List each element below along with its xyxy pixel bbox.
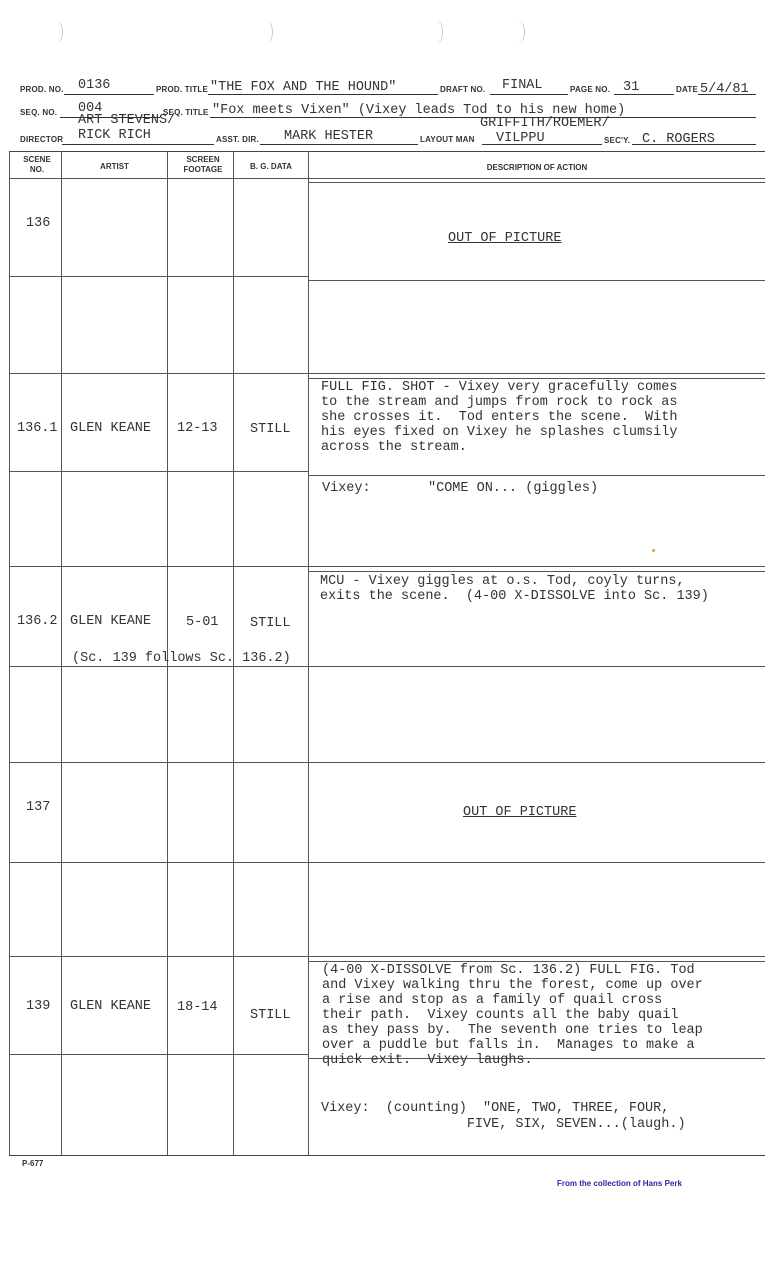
draft-no: FINAL bbox=[502, 78, 543, 93]
desc-line: over a puddle but falls in. Manages to make a bbox=[322, 1038, 695, 1053]
prod-title: "THE FOX AND THE HOUND" bbox=[210, 80, 397, 95]
artist-136-2: GLEN KEANE bbox=[70, 614, 152, 629]
out-of-picture-137: OUT OF PICTURE bbox=[463, 805, 577, 820]
asst-dir-label: ASST. DIR. bbox=[216, 135, 259, 144]
footage-136-2: 5-01 bbox=[186, 615, 219, 630]
draft-no-label: DRAFT NO. bbox=[440, 85, 486, 94]
col-artist: ARTIST bbox=[100, 162, 129, 171]
desc-line: his eyes fixed on Vixey he splashes clumsily bbox=[321, 425, 678, 440]
layout-man-label: LAYOUT MAN bbox=[420, 135, 475, 144]
secy: C. ROGERS bbox=[642, 132, 715, 147]
punch-hole bbox=[258, 20, 273, 44]
prod-no: 0136 bbox=[78, 78, 111, 93]
date-label: DATE bbox=[676, 85, 698, 94]
layout-line2: VILPPU bbox=[496, 131, 545, 146]
dialogue-speaker-136-1: Vixey: bbox=[322, 481, 371, 496]
scene-136: 136 bbox=[26, 216, 51, 231]
layout-line1: GRIFFITH/ROEMER/ bbox=[480, 116, 610, 131]
page-no: 31 bbox=[623, 80, 640, 95]
artist-136-1: GLEN KEANE bbox=[70, 421, 152, 436]
footage-139: 18-14 bbox=[177, 1000, 218, 1015]
desc-line: FULL FIG. SHOT - Vixey very gracefully comes bbox=[321, 380, 678, 395]
desc-line: exits the scene. (4-00 X-DISSOLVE into Sc. 139) bbox=[320, 589, 709, 604]
scene-136-2: 136.2 bbox=[17, 614, 58, 629]
scene-follow-note: (Sc. 139 follows Sc. 136.2) bbox=[72, 651, 291, 666]
desc-line: their path. Vixey counts all the baby quail bbox=[322, 1008, 679, 1023]
col-description: DESCRIPTION OF ACTION bbox=[486, 163, 588, 172]
col-bg-data: B. G. DATA bbox=[250, 162, 292, 171]
collection-credit: From the collection of Hans Perk bbox=[557, 1179, 682, 1188]
desc-line: she crosses it. Tod enters the scene. With bbox=[321, 410, 678, 425]
form-number: P-677 bbox=[22, 1159, 44, 1168]
desc-line: as they pass by. The seventh one tries to leap bbox=[322, 1023, 703, 1038]
punch-hole bbox=[428, 20, 443, 44]
bg-139: STILL bbox=[250, 1008, 291, 1023]
seq-no: 004 bbox=[78, 101, 103, 116]
desc-line: across the stream. bbox=[321, 440, 467, 455]
scene-137: 137 bbox=[26, 800, 51, 815]
out-of-picture-136: OUT OF PICTURE bbox=[448, 231, 562, 246]
date: 5/4/81 bbox=[700, 82, 749, 97]
director-label: DIRECTOR bbox=[20, 135, 64, 144]
desc-line: quick exit. Vixey laughs. bbox=[322, 1053, 533, 1068]
dialogue-139-line1: Vixey: (counting) "ONE, TWO, THREE, FOUR, bbox=[321, 1101, 670, 1116]
bg-136-1: STILL bbox=[250, 422, 291, 437]
asst-dir: MARK HESTER bbox=[284, 129, 374, 144]
desc-line: and Vixey walking thru the forest, come up over bbox=[322, 978, 703, 993]
col-scene-no: SCENE NO. bbox=[23, 155, 51, 174]
bg-136-2: STILL bbox=[250, 616, 291, 631]
footage-136-1: 12-13 bbox=[177, 421, 218, 436]
desc-line: MCU - Vixey giggles at o.s. Tod, coyly turns, bbox=[320, 574, 685, 589]
col-screen-footage: SCREEN FOOTAGE bbox=[183, 155, 223, 174]
desc-line: (4-00 X-DISSOLVE from Sc. 136.2) FULL FIG. Tod bbox=[322, 963, 695, 978]
scene-139: 139 bbox=[26, 999, 51, 1014]
paper-speck bbox=[652, 549, 655, 552]
dialogue-139-line2: FIVE, SIX, SEVEN...(laugh.) bbox=[321, 1117, 686, 1132]
secy-label: SEC'Y. bbox=[604, 136, 631, 145]
seq-no-label: SEQ. NO. bbox=[20, 108, 58, 117]
desc-line: to the stream and jumps from rock to rock as bbox=[321, 395, 678, 410]
seq-title-label: SEQ. TITLE bbox=[163, 108, 209, 117]
dialogue-136-1: "COME ON... (giggles) bbox=[428, 481, 599, 496]
prod-no-label: PROD. NO. bbox=[20, 85, 64, 94]
director-line1: ART STEVENS/ bbox=[78, 113, 176, 128]
director-line2: RICK RICH bbox=[78, 128, 151, 143]
scene-136-1: 136.1 bbox=[17, 421, 58, 436]
artist-139: GLEN KEANE bbox=[70, 999, 152, 1014]
page-no-label: PAGE NO. bbox=[570, 85, 611, 94]
punch-hole bbox=[48, 20, 63, 44]
seq-title: "Fox meets Vixen" (Vixey leads Tod to his new home) bbox=[212, 103, 626, 118]
desc-line: a rise and stop as a family of quail cross bbox=[322, 993, 663, 1008]
prod-title-label: PROD. TITLE bbox=[156, 85, 208, 94]
punch-hole bbox=[510, 20, 525, 44]
